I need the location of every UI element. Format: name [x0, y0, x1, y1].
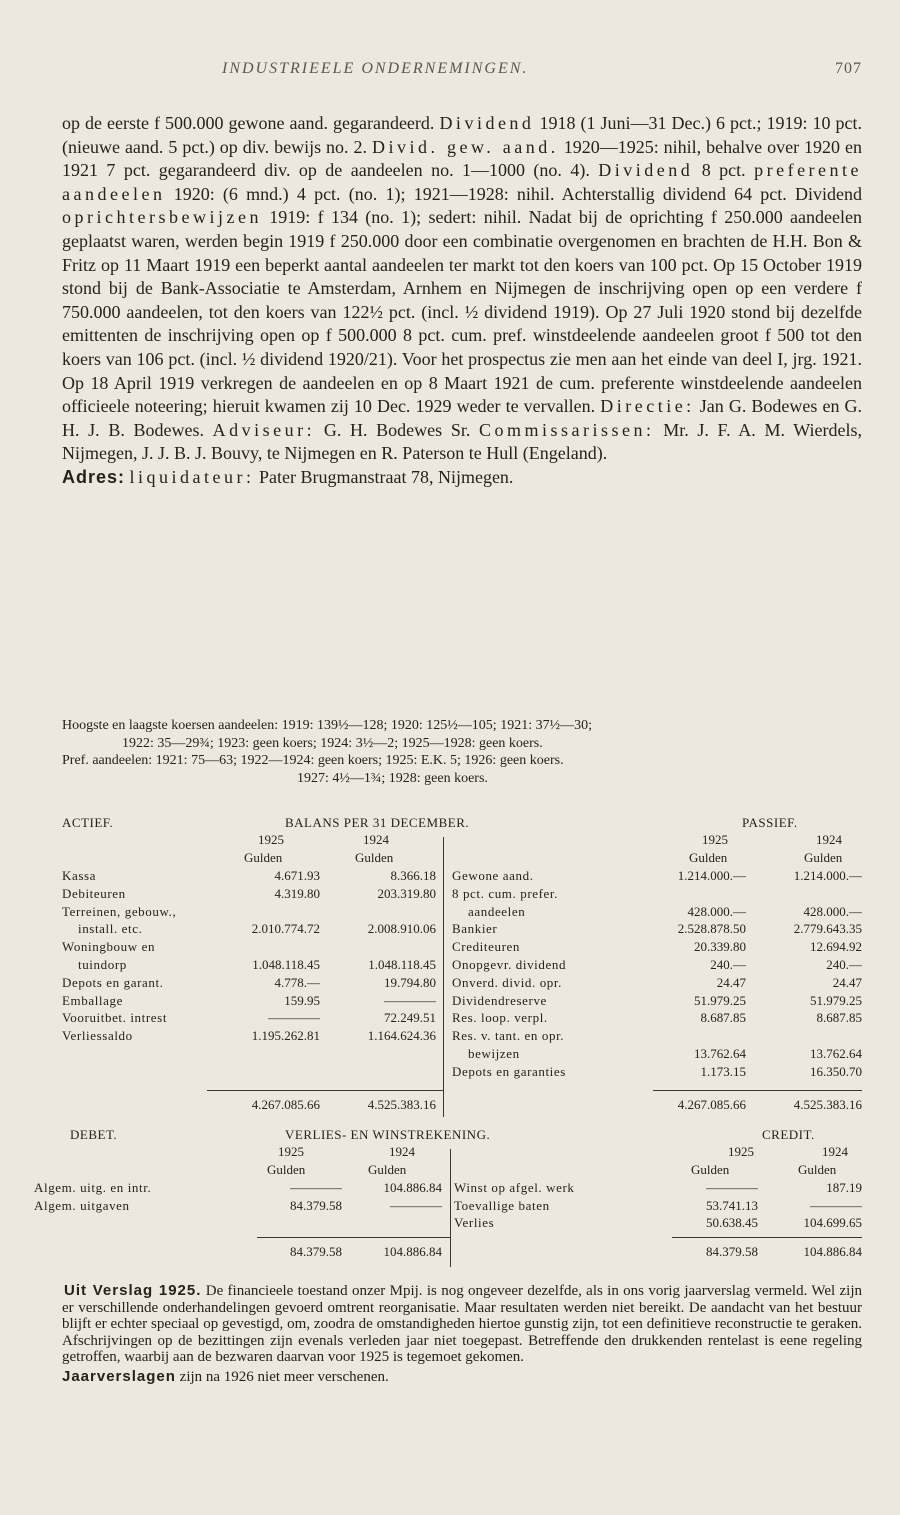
description-paragraph: op de eerste f 500.000 gewone aand. gegarandeerd. Dividend 1918 (1 Juni—31 Dec.) 6 pct.; 1919: 10 pct. (nieuwe aand. 5 pct.) op div. bewijs no. 2. Divid. gew. aand. 1920—1925: nihil, behalve over 1920 en 1921 7 pct. gegarandeerd div. op de aandeelen no. 1—1000 (no. 4). Dividend 8 pct. preferente aandeelen 1920: (6 mnd.) 4 pct. (no. 1); 1921—1928: nihil. Achterstallig dividend 64 pct. Dividend oprichtersbewijzen 1919: f 134 (no. 1); sedert: nihil. Nadat bij de oprichting f 250.000 aandeelen geplaatst waren, werden begin 1919 f 250.000 door een combinatie overgenomen en brachten de H.H. Bon & Fritz op 11 Maart 1919 een beperkt aantal aandeelen ter markt tot den koers van 100 pct. Op 15 October 1919 stond bij de Bank-Associatie te Amsterdam, Arnhem en Nijmegen de inschrijving open op een verdere f 750.000 aandeelen, tot den koers van 122½ pct. (incl. ½ dividend 1919). Op 27 Juli 1920 stond bij dezelfde emittenten de inschrijving open op f 500.000 8 pct. cum. pref. winstdeelende aandeelen groot f 500 tot den koers van 106 pct. (incl. ½ dividend 1920/21). Voor het prospectus zie men aan het einde van deel I, jrg. 1921. Op 18 April 1919 verkregen de aandeelen en op 8 Maart 1921 de cum. preferente winstdeelende aandeelen officieele noteering; hieruit kwamen zij 10 Dec. 1929 weder te vervallen. Directie: Jan G. Bodewes en G. H. J. B. Bodewes. Adviseur: G. H. Bodewes Sr. Commissarissen: Mr. J. F. A. M. Wierdels, Nijmegen, J. J. B. J. Bouvy, te Nijmegen en R. Paterson te Hull (Engeland).	[62, 113, 863, 464]
page-header	[62, 60, 862, 84]
row-value: 104.886.84	[383, 1180, 442, 1195]
row-value: 428.000.—	[687, 903, 746, 919]
row-label: 8 pct. cum. prefer.	[452, 885, 558, 901]
row-value: 8.687.85	[700, 1010, 746, 1026]
row-value: 20.339.80	[694, 939, 746, 955]
row-label: Crediteuren	[452, 939, 520, 955]
row-label: Vooruitbet. intrest	[62, 1010, 168, 1026]
row-value: 159.95	[284, 992, 320, 1008]
table-row	[62, 868, 862, 883]
row-value: ————	[390, 1197, 442, 1213]
row-label: tuindorp	[78, 957, 127, 972]
table-row	[62, 1198, 862, 1213]
row-value: ————	[810, 1197, 862, 1213]
table-row	[62, 886, 862, 901]
row-value: 24.47	[716, 974, 746, 990]
quotes-line: Pref. aandeelen: 1921: 75—63; 1922—1924: geen koers; 1925: E.K. 5; 1926: geen koers.	[62, 753, 564, 768]
row-value: 428.000.—	[803, 903, 862, 919]
row-label: Onverd. divid. opr.	[452, 974, 562, 990]
year-header: 1924	[816, 832, 842, 847]
row-value: 240.—	[710, 957, 746, 972]
row-value: 24.47	[832, 974, 862, 990]
row-value: 12.694.92	[810, 939, 862, 955]
price-quotes	[62, 717, 862, 787]
unit-header: Gulden	[804, 850, 843, 865]
annual-report-excerpt	[62, 1283, 862, 1385]
row-value: 1.048.118.45	[252, 957, 320, 972]
unit-header: Gulden	[355, 850, 394, 865]
row-value: 4.671.93	[274, 868, 320, 883]
total-value: 84.379.58	[290, 1244, 342, 1259]
row-label: bewijzen	[468, 1046, 520, 1061]
balance-sheet	[62, 815, 862, 1115]
table-row	[62, 1046, 862, 1061]
running-title: INDUSTRIEELE ONDERNEMINGEN.	[222, 60, 529, 77]
row-label: Algem. uitgaven	[34, 1197, 130, 1213]
row-value: 2.010.774.72	[251, 921, 320, 937]
row-label: aandeelen	[468, 903, 526, 919]
year-header: 1925	[258, 832, 284, 847]
row-value: 1.164.624.36	[367, 1028, 436, 1044]
row-label: Depots en garanties	[452, 1063, 566, 1079]
table-row	[62, 975, 862, 990]
row-value: 16.350.70	[810, 1063, 862, 1079]
row-value: 2.008.910.06	[367, 921, 436, 937]
year-header: 1924	[389, 1144, 415, 1159]
table-row	[62, 957, 862, 972]
unit-header: Gulden	[798, 1162, 837, 1177]
row-label: Emballage	[62, 992, 123, 1008]
table-row	[62, 1028, 862, 1043]
row-value: 1.214.000.—	[793, 868, 862, 883]
row-value: 2.779.643.35	[793, 921, 862, 937]
row-value: 4.319.80	[274, 885, 320, 901]
row-value: 1.173.15	[700, 1063, 746, 1079]
passief-heading: PASSIEF.	[742, 815, 798, 830]
row-label: Verliessaldo	[62, 1028, 133, 1044]
address-line: Adres: liquidateur: Pater Brugmanstraat 78, Nijmegen.	[62, 466, 514, 487]
report-note: Jaarverslagen zijn na 1926 niet meer verschenen.	[62, 1367, 389, 1385]
table-row	[62, 1180, 862, 1195]
year-header: 1924	[363, 832, 389, 847]
row-value: 13.762.64	[694, 1046, 746, 1061]
column-divider	[443, 837, 444, 1117]
total-value: 4.525.383.16	[793, 1097, 862, 1112]
table-row	[62, 904, 862, 919]
row-value: 13.762.64	[810, 1046, 862, 1061]
row-value: 2.528.878.50	[677, 921, 746, 937]
row-value: 187.19	[826, 1180, 862, 1195]
table-row	[62, 921, 862, 936]
row-value: 19.794.80	[384, 974, 436, 990]
row-label: Res. loop. verpl.	[452, 1010, 548, 1026]
pl-title: VERLIES- EN WINSTREKENING.	[285, 1127, 491, 1142]
table-row	[62, 993, 862, 1008]
balance-title: BALANS PER 31 DECEMBER.	[285, 815, 470, 830]
unit-header: Gulden	[691, 1162, 730, 1177]
row-value: 1.048.118.45	[368, 957, 436, 972]
total-value: 4.267.085.66	[677, 1097, 746, 1112]
page-number: 707	[835, 60, 862, 77]
row-value: 1.214.000.—	[677, 868, 746, 883]
table-row	[62, 939, 862, 954]
row-value: 4.778.—	[274, 974, 320, 990]
company-description	[62, 112, 862, 490]
row-label: Onopgevr. dividend	[452, 957, 567, 972]
unit-header: Gulden	[689, 850, 728, 865]
row-value: 8.687.85	[816, 1010, 862, 1026]
row-value: 84.379.58	[290, 1197, 342, 1213]
row-label: Depots en garant.	[62, 974, 164, 990]
row-value: ————	[384, 992, 436, 1008]
total-value: 104.886.84	[803, 1244, 862, 1259]
row-value: 50.638.45	[706, 1215, 758, 1230]
year-header: 1925	[728, 1144, 754, 1159]
row-value: 72.249.51	[384, 1010, 436, 1026]
row-label: install. etc.	[78, 921, 143, 937]
table-row	[62, 1010, 862, 1025]
row-label: Debiteuren	[62, 885, 126, 901]
row-label: Res. v. tant. en opr.	[452, 1028, 565, 1044]
row-label: Terreinen, gebouw.,	[62, 903, 177, 919]
unit-header: Gulden	[267, 1162, 306, 1177]
total-rule	[672, 1237, 862, 1238]
total-rule	[207, 1090, 443, 1091]
unit-header: Gulden	[368, 1162, 407, 1177]
row-value: 104.699.65	[803, 1215, 862, 1230]
row-value: 240.—	[826, 957, 862, 972]
year-header: 1924	[822, 1144, 848, 1159]
row-value: 203.319.80	[377, 885, 436, 901]
table-row	[62, 1064, 862, 1079]
total-rule	[257, 1237, 450, 1238]
row-label: Bankier	[452, 921, 498, 937]
row-value: ————	[268, 1010, 320, 1026]
row-value: 53.741.13	[706, 1197, 758, 1213]
row-label: Dividendreserve	[452, 992, 547, 1008]
quotes-line: 1927: 4½—1¾; 1928: geen koers.	[297, 770, 488, 786]
total-value: 104.886.84	[383, 1244, 442, 1259]
table-row	[62, 1215, 862, 1230]
year-header: 1925	[702, 832, 728, 847]
row-label: Gewone aand.	[452, 868, 534, 883]
row-value: ————	[706, 1180, 758, 1195]
total-value: 84.379.58	[706, 1244, 758, 1259]
row-label: Kassa	[62, 868, 97, 883]
unit-header: Gulden	[244, 850, 283, 865]
total-value: 4.267.085.66	[251, 1097, 320, 1112]
profit-loss-account	[34, 1127, 862, 1267]
row-value: 8.366.18	[390, 868, 436, 883]
row-label: Toevallige baten	[454, 1197, 550, 1213]
actief-heading: ACTIEF.	[62, 815, 114, 830]
row-label: Verlies	[454, 1215, 495, 1230]
credit-heading: CREDIT.	[762, 1127, 815, 1142]
quotes-line: Hoogste en laagste koersen aandeelen: 1919: 139½—128; 1920: 125½—105; 1921: 37½—30;	[62, 718, 592, 733]
total-value: 4.525.383.16	[367, 1097, 436, 1112]
row-value: ————	[290, 1180, 342, 1195]
year-header: 1925	[278, 1144, 304, 1159]
debet-heading: DEBET.	[70, 1127, 118, 1142]
row-value: 1.195.262.81	[251, 1028, 320, 1044]
total-rule	[653, 1090, 862, 1091]
row-value: 51.979.25	[810, 992, 862, 1008]
report-paragraph: Uit Verslag 1925. De financieele toestand onzer Mpij. is nog ongeveer dezelfde, als in ons vorig jaarverslag vermeld. Wel zijn er verschillende onderhandelingen gevoerd omtrent reorganisatie. Maar resultaten werden niet bereikt. De aandacht van het bestuur blijft er echter speciaal op gevestigd, om, zoodra de omstandigheden hiertoe gunstig zijn, tot een definitieve reconstructie te geraken. Afschrijvingen op de bezittingen zijn evenals verleden jaar niet toegepast. Betreffende den drukkenden rentelast is eene regeling getroffen, waarbij aan de bezwaren daarvan voor 1925 is tegemoet gekomen.	[62, 1282, 862, 1365]
row-label: Winst op afgel. werk	[454, 1180, 575, 1195]
quotes-line: 1922: 35—29¾; 1923: geen koers; 1924: 3½—2; 1925—1928: geen koers.	[122, 735, 543, 751]
row-value: 51.979.25	[694, 992, 746, 1008]
row-label: Algem. uitg. en intr.	[34, 1180, 152, 1195]
row-label: Woningbouw en	[62, 939, 156, 955]
